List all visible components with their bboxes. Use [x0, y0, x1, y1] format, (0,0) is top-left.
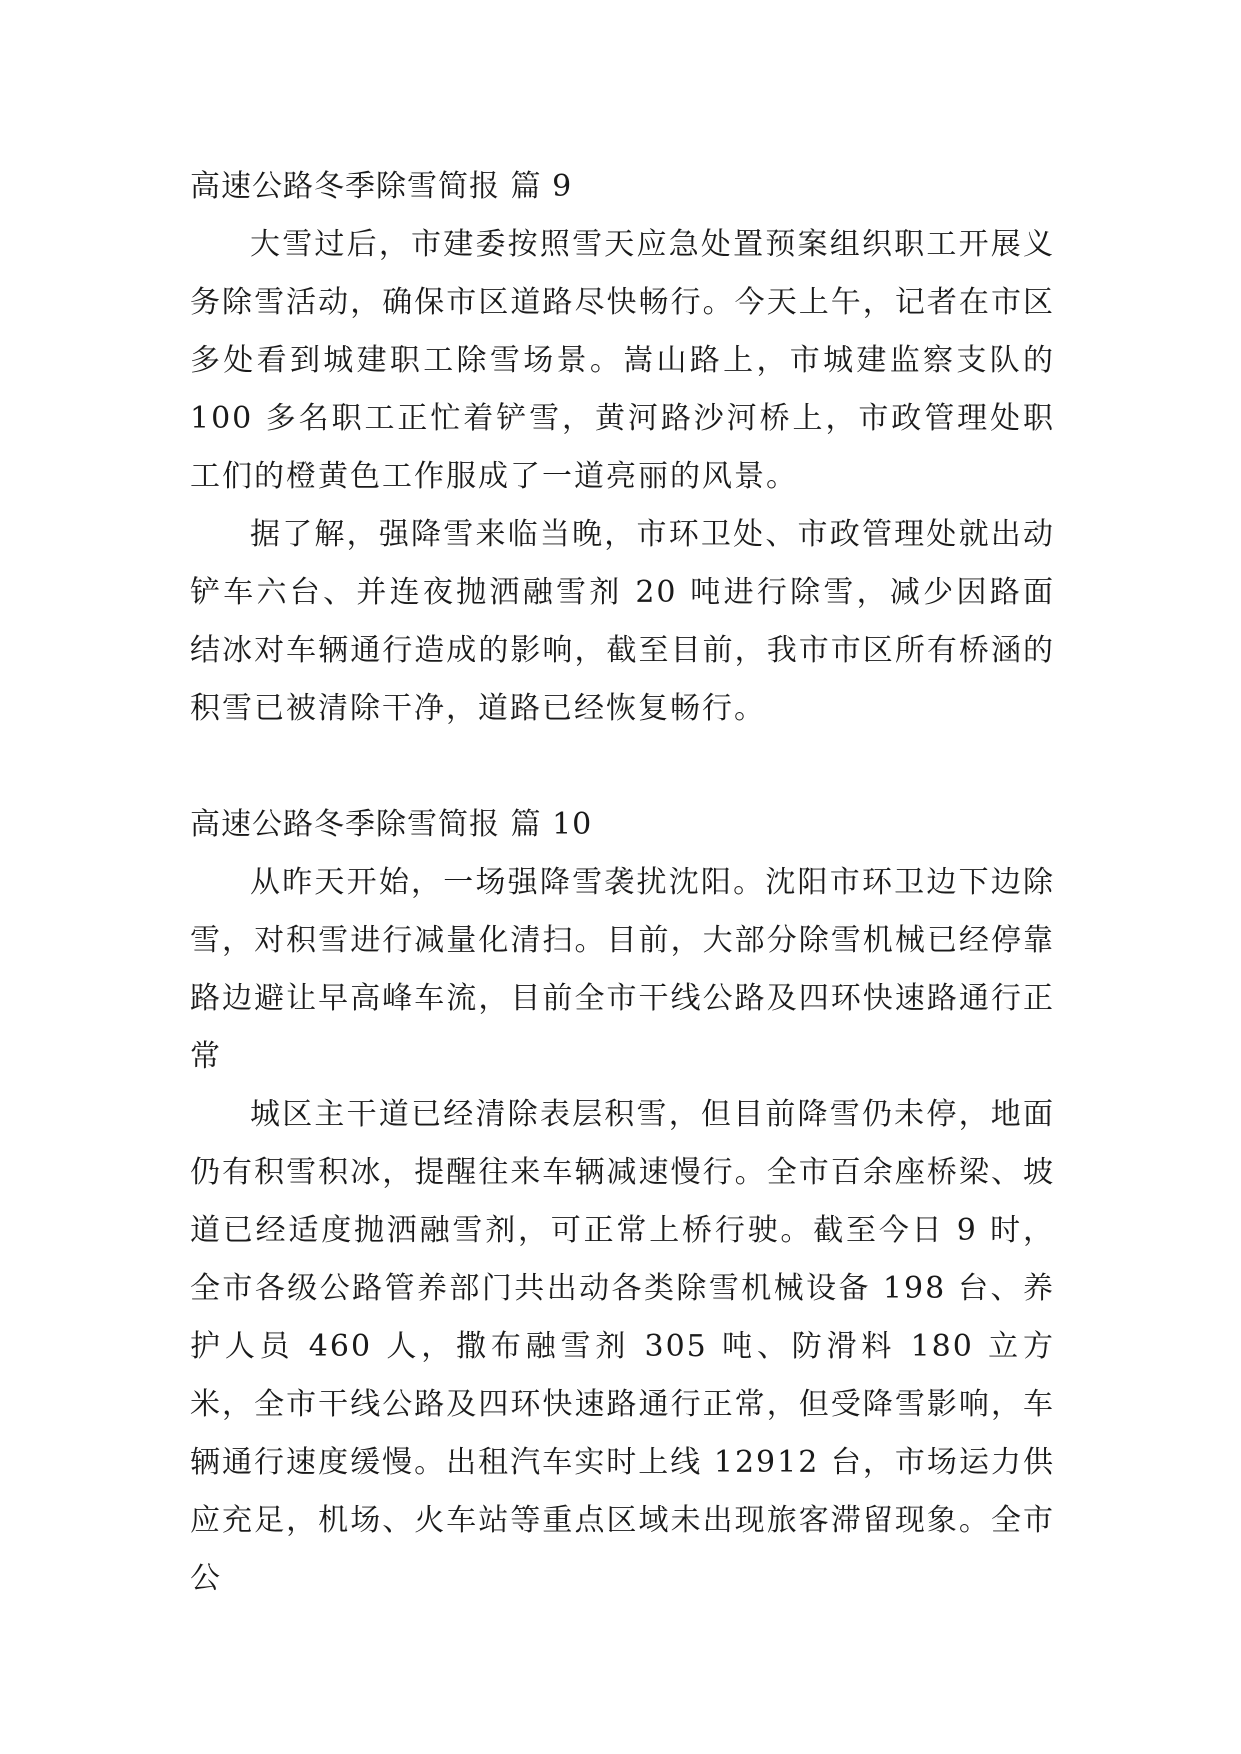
body-paragraph: 城区主干道已经清除表层积雪，但目前降雪仍未停，地面仍有积雪积冰，提醒往来车辆减速慢行。全市百余座桥梁、坡道已经适度抛洒融雪剂，可正常上桥行驶。截至今日 9 时，全市各级公路管养部门共出动各类除雪机械设备 198 台、养护人员 460 人，撒布融雪剂 305 吨、防滑料 180 立方米，全市干线公路及四环快速路通行正常，但受降雪影响，车辆通行速度缓慢。出租汽车实时上线 12912 台，市场运力供应充足，机场、火车站等重点区域未出现旅客滞留现象。全市公	[190, 1097, 1055, 1596]
body-paragraph: 从昨天开始，一场强降雪袭扰沈阳。沈阳市环卫边下边除雪，对积雪进行减量化清扫。目前，大部分除雪机械已经停靠路边避让早高峰车流，目前全市干线公路及四环快速路通行正常	[190, 865, 1055, 1074]
report-section-9	[190, 158, 1055, 738]
section-spacer	[190, 738, 1055, 796]
section-heading: 高速公路冬季除雪简报 篇 9	[190, 169, 573, 204]
section-heading: 高速公路冬季除雪简报 篇 10	[190, 807, 593, 842]
body-paragraph: 大雪过后，市建委按照雪天应急处置预案组织职工开展义务除雪活动，确保市区道路尽快畅行。今天上午，记者在市区多处看到城建职工除雪场景。嵩山路上，市城建监察支队的 100 多名职工正忙着铲雪，黄河路沙河桥上，市政管理处职工们的橙黄色工作服成了一道亮丽的风景。	[190, 227, 1055, 494]
body-paragraph: 据了解，强降雪来临当晚，市环卫处、市政管理处就出动铲车六台、并连夜抛洒融雪剂 20 吨进行除雪，减少因路面结冰对车辆通行造成的影响，截至目前，我市市区所有桥涵的积雪已被清除干净，道路已经恢复畅行。	[190, 517, 1055, 726]
report-section-10	[190, 796, 1055, 1608]
